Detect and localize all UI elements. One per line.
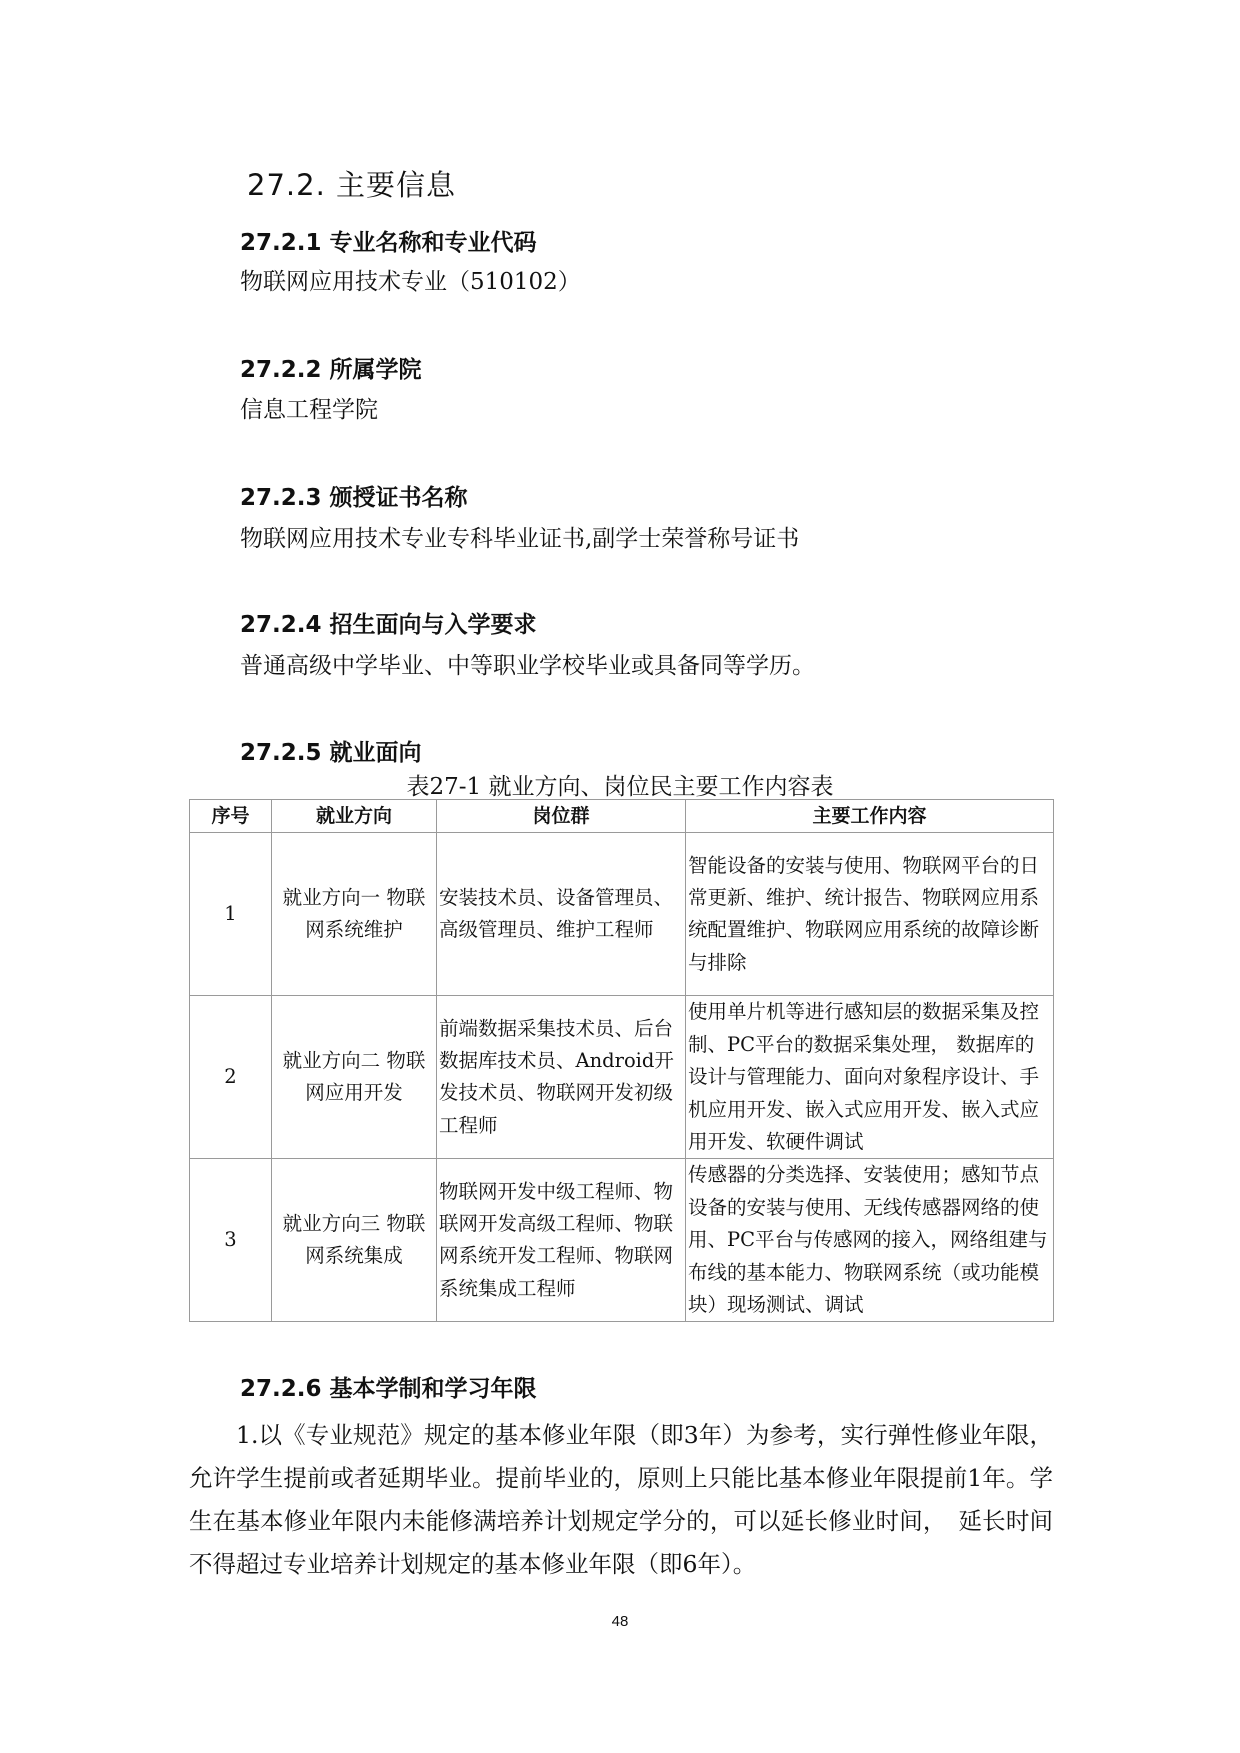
section-heading: 27.2. 主要信息 — [247, 168, 457, 202]
table-row — [190, 833, 1054, 996]
row-positions: 安装技术员、设备管理员、高级管理员、维护工程师 — [437, 833, 686, 996]
subsection-heading-2: 27.2.2 所属学院 — [240, 357, 422, 383]
row-work-content: 智能设备的安装与使用、物联网平台的日常更新、维护、统计报告、物联网应用系统配置维护、物联网应用系统的故障诊断与排除 — [686, 833, 1054, 996]
row-direction: 就业方向三 物联网系统集成 — [272, 1159, 437, 1322]
table-caption: 表27-1 就业方向、岗位民主要工作内容表 — [406, 774, 834, 800]
subsection-heading-1: 27.2.1 专业名称和专业代码 — [240, 230, 537, 256]
row-positions: 物联网开发中级工程师、物联网开发高级工程师、物联网系统开发工程师、物联网系统集成工程师 — [437, 1159, 686, 1322]
table-row — [190, 1159, 1054, 1322]
table-row — [190, 996, 1054, 1159]
college-text: 信息工程学院 — [240, 397, 378, 423]
row-direction: 就业方向一 物联网系统维护 — [272, 833, 437, 996]
header-number: 序号 — [190, 800, 272, 833]
subsection-heading-4: 27.2.4 招生面向与入学要求 — [240, 612, 537, 638]
header-positions: 岗位群 — [437, 800, 686, 833]
row-work-content: 传感器的分类选择、安装使用；感知节点设备的安装与使用、无线传感器网络的使用、PC平台与传感网的接入，网络组建与布线的基本能力、物联网系统（或功能模块）现场测试、调试 — [686, 1159, 1054, 1322]
row-work-content: 使用单片机等进行感知层的数据采集及控制、PC平台的数据采集处理， 数据库的设计与管理能力、面向对象程序设计、手机应用开发、嵌入式应用开发、嵌入式应用开发、软硬件调试 — [686, 996, 1054, 1159]
row-number: 2 — [190, 996, 272, 1159]
header-direction: 就业方向 — [272, 800, 437, 833]
employment-table — [189, 799, 1054, 1322]
table-header-row — [190, 800, 1054, 833]
major-name-text: 物联网应用技术专业（510102） — [240, 269, 581, 295]
subsection-heading-5: 27.2.5 就业面向 — [240, 740, 422, 766]
subsection-heading-6: 27.2.6 基本学制和学习年限 — [240, 1376, 537, 1402]
row-direction: 就业方向二 物联网应用开发 — [272, 996, 437, 1159]
certificate-text: 物联网应用技术专业专科毕业证书,副学士荣誉称号证书 — [240, 526, 800, 552]
header-work-content: 主要工作内容 — [686, 800, 1054, 833]
row-number: 1 — [190, 833, 272, 996]
study-duration-paragraph: 1.以《专业规范》规定的基本修业年限（即3年）为参考，实行弹性修业年限，允许学生提前或者延期毕业。提前毕业的，原则上只能比基本修业年限提前1年。学生在基本修业年限内未能修满培养计划规定学分的，可以延长修业时间， 延长时间不得超过专业培养计划规定的基本修业年限（即6年）。 — [189, 1421, 1053, 1578]
subsection-heading-3: 27.2.3 颁授证书名称 — [240, 485, 468, 511]
admission-text: 普通高级中学毕业、中等职业学校毕业或具备同等学历。 — [240, 653, 815, 679]
row-number: 3 — [190, 1159, 272, 1322]
row-positions: 前端数据采集技术员、后台数据库技术员、Android开发技术员、物联网开发初级工程师 — [437, 996, 686, 1159]
page-number: 48 — [611, 1613, 629, 1630]
